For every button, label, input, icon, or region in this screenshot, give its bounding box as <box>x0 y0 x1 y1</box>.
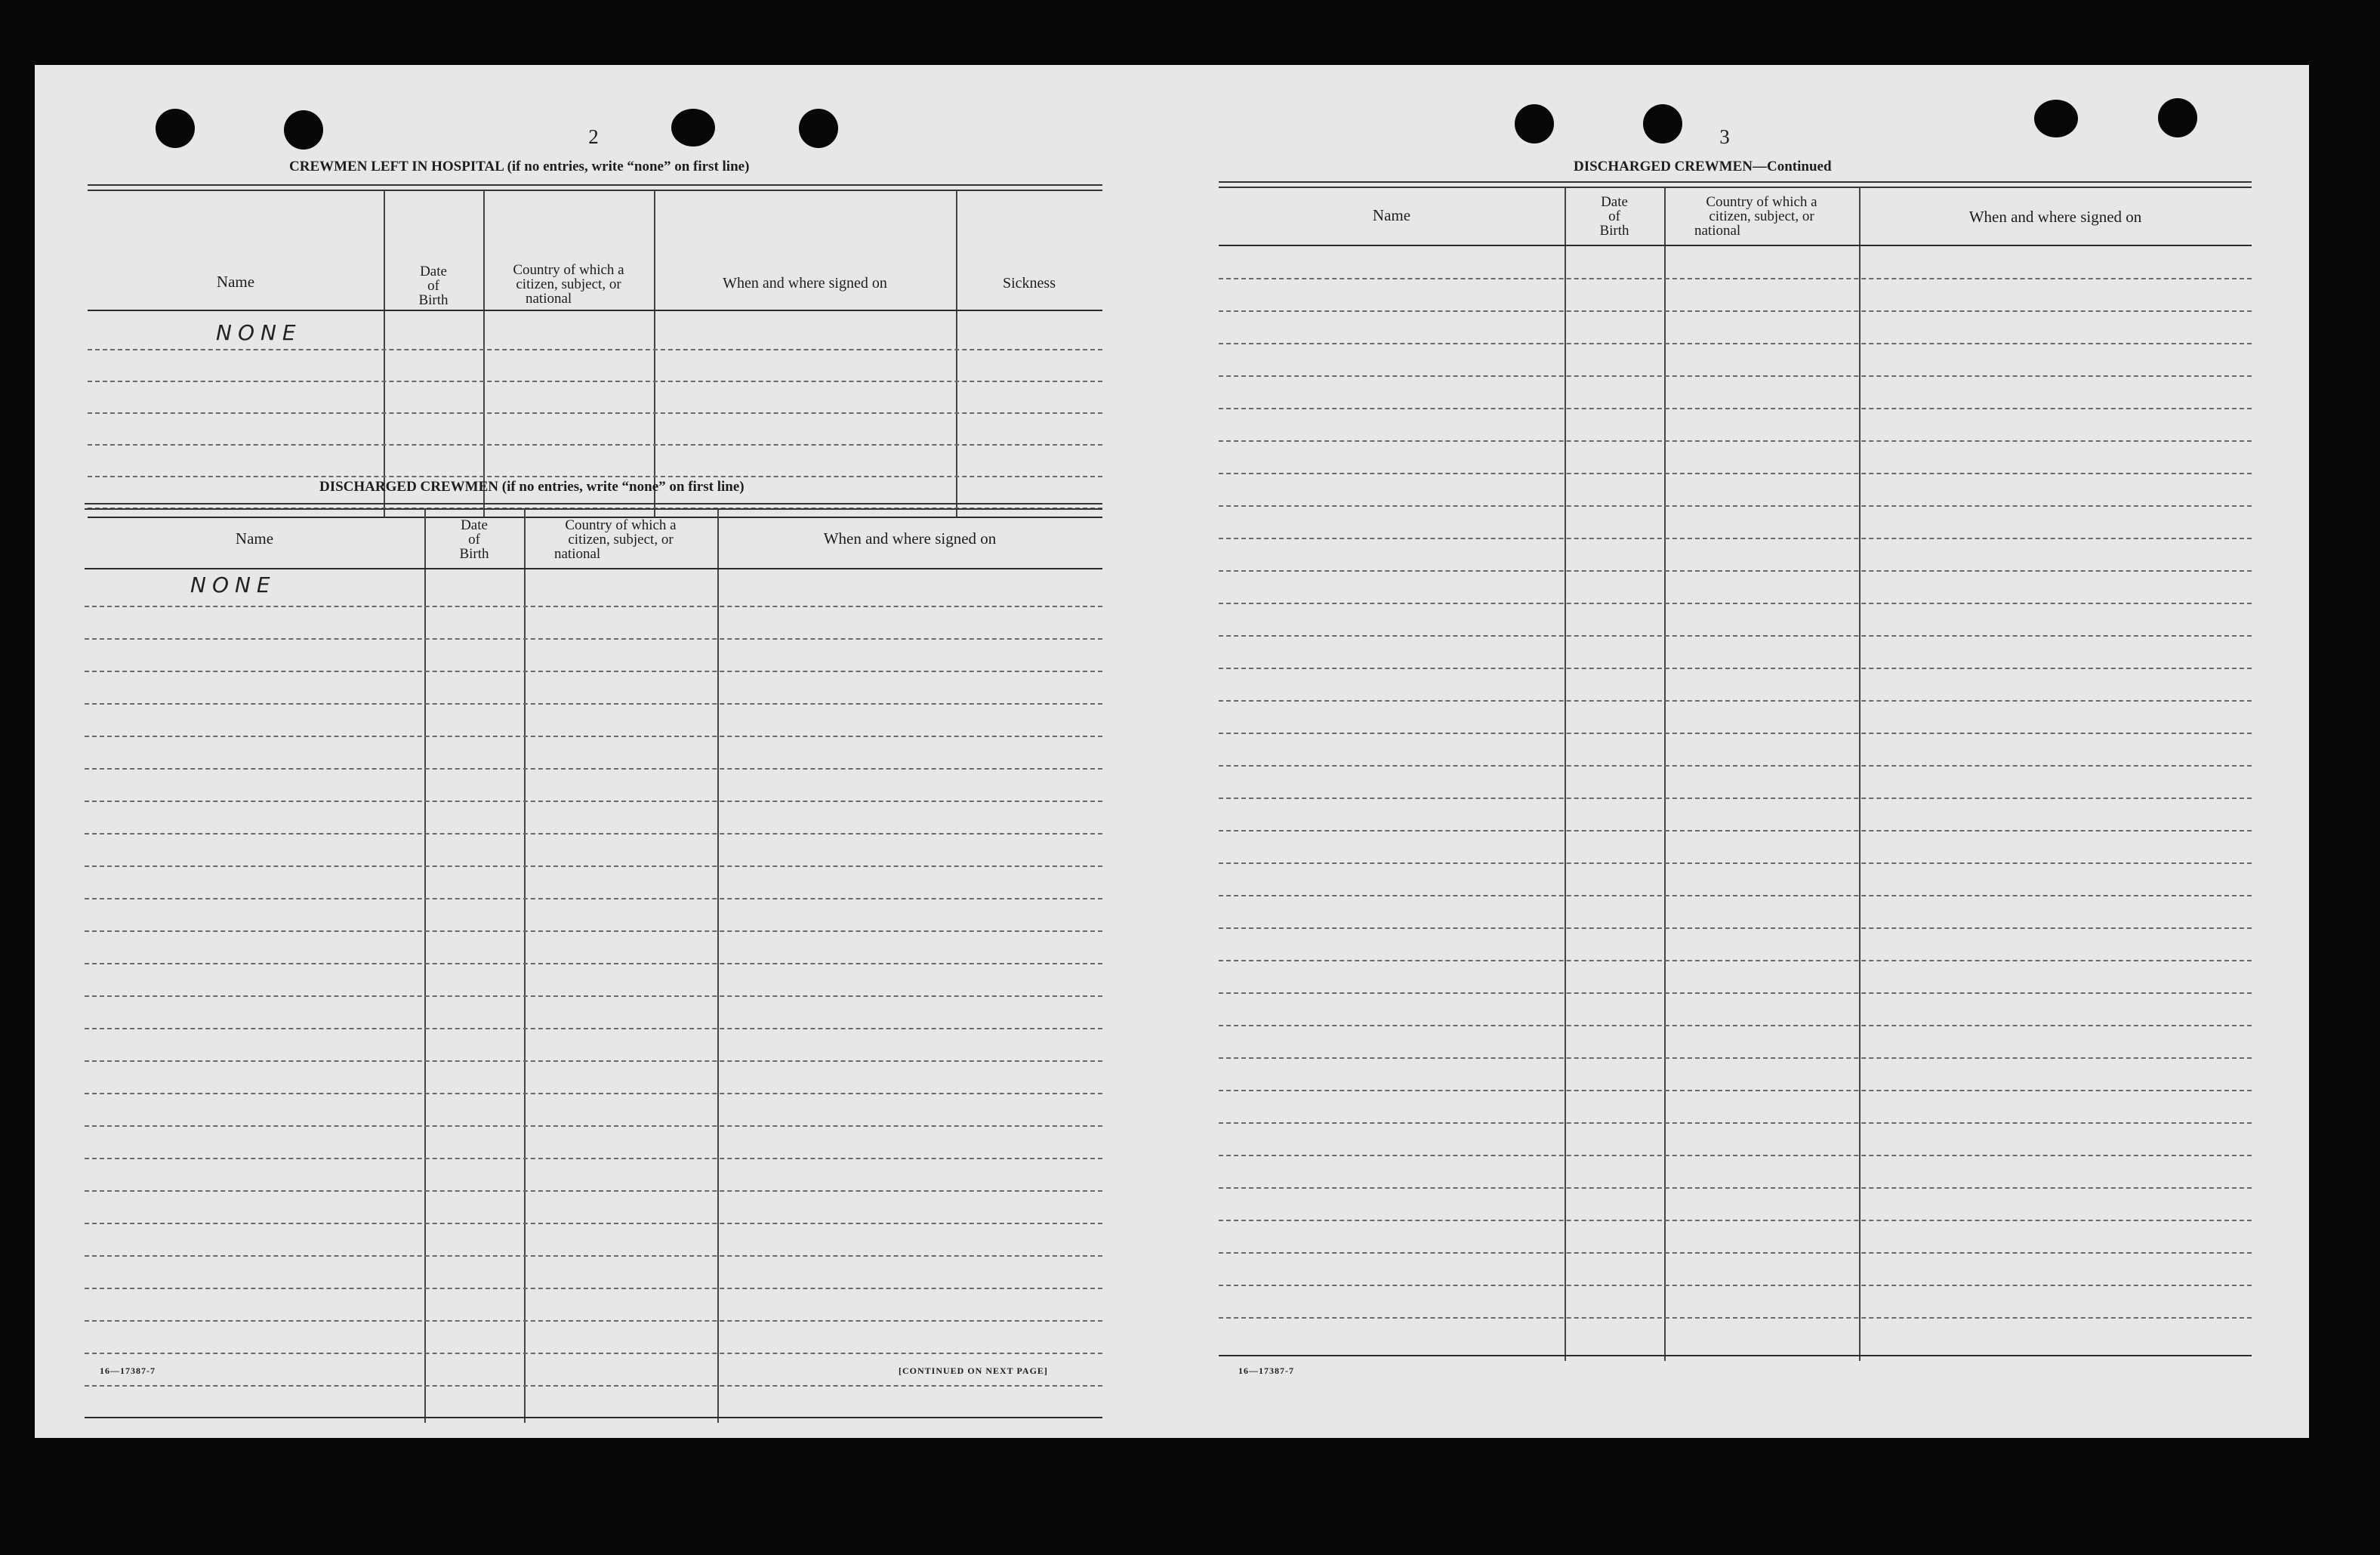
table-row <box>1219 1220 2252 1221</box>
table-row <box>1219 733 2252 734</box>
table-row <box>1219 1025 2252 1026</box>
table-row <box>1219 505 2252 507</box>
column-header-signed-on: When and where signed on <box>823 529 997 548</box>
section-heading: CREWMEN LEFT IN HOSPITAL <box>289 159 504 174</box>
table-row <box>85 1125 1102 1127</box>
form-number: 16—17387-7 <box>1238 1365 1294 1376</box>
hospital-table <box>88 184 1102 517</box>
column-header-country: Country of which a citizen, subject, or national <box>1694 194 1817 239</box>
table-row <box>88 381 1102 382</box>
punch-hole <box>2158 98 2197 137</box>
column-header-date-of-birth: Date of Birth <box>459 517 489 562</box>
table-row <box>85 963 1102 964</box>
table-row <box>85 1158 1102 1159</box>
table-row <box>1219 408 2252 409</box>
table-row <box>1219 927 2252 929</box>
table-row <box>1219 1090 2252 1091</box>
punch-hole <box>1643 104 1682 143</box>
table-row <box>85 1028 1102 1029</box>
table-row <box>1219 765 2252 767</box>
table-row <box>85 1385 1102 1387</box>
table-row <box>1219 798 2252 799</box>
table-row <box>85 768 1102 770</box>
table-row <box>85 1093 1102 1094</box>
discharged-continued-title: DISCHARGED CREWMEN—Continued <box>1574 159 1832 174</box>
table-row <box>88 349 1102 350</box>
column-header-name: Name <box>1372 206 1411 224</box>
column-header-country: Country of which a citizen, subject, or national <box>554 517 677 562</box>
discharged-table <box>85 503 1102 1423</box>
table-row <box>1219 278 2252 279</box>
table-row <box>1219 1285 2252 1286</box>
section-instruction: (if no entries, write “none” on first line) <box>501 479 745 495</box>
punch-hole <box>284 110 323 150</box>
table-row <box>1219 1155 2252 1156</box>
table-row <box>85 930 1102 932</box>
table-row <box>88 476 1102 477</box>
table-row <box>1219 1057 2252 1059</box>
table-row <box>85 1353 1102 1354</box>
table-row <box>85 638 1102 640</box>
hospital-section-title <box>289 159 749 175</box>
table-row <box>85 736 1102 737</box>
table-row <box>88 412 1102 414</box>
table-row <box>1219 1252 2252 1254</box>
column-header-name: Name <box>235 529 274 548</box>
punch-hole <box>2034 100 2078 137</box>
table-row <box>1219 440 2252 442</box>
discharged-section-title <box>319 479 745 495</box>
table-row <box>85 606 1102 607</box>
punch-hole <box>1515 104 1554 143</box>
table-row <box>1219 862 2252 864</box>
table-row <box>1219 570 2252 572</box>
table-row <box>85 1255 1102 1257</box>
table-row <box>1219 830 2252 831</box>
table-row <box>85 703 1102 705</box>
page-number: 3 <box>1719 125 1730 148</box>
column-header-signed-on: When and where signed on <box>723 275 887 292</box>
page-number: 2 <box>588 125 599 148</box>
column-header-date-of-birth: Date of Birth <box>418 264 449 308</box>
table-row <box>1219 700 2252 702</box>
table-row <box>1219 960 2252 961</box>
table-row <box>1219 1187 2252 1189</box>
punch-hole <box>799 109 838 148</box>
table-row <box>1219 1317 2252 1319</box>
table-row <box>85 801 1102 802</box>
table-row <box>85 865 1102 867</box>
form-number: 16—17387-7 <box>100 1365 156 1376</box>
table-row <box>1219 375 2252 377</box>
table-row <box>85 1288 1102 1289</box>
table-row <box>85 995 1102 997</box>
discharged-continued-table <box>1219 181 2252 1361</box>
form-sheet <box>35 65 2309 1438</box>
table-row <box>1219 1122 2252 1124</box>
continued-note: [CONTINUED ON NEXT PAGE] <box>899 1365 1048 1376</box>
table-row <box>1219 895 2252 896</box>
table-row <box>1219 603 2252 604</box>
table-row <box>85 833 1102 835</box>
punch-hole <box>156 109 195 148</box>
table-row <box>88 444 1102 446</box>
table-row <box>85 671 1102 672</box>
table-row <box>1219 668 2252 669</box>
column-header-signed-on: When and where signed on <box>1968 208 2142 226</box>
table-row <box>85 1190 1102 1192</box>
table-row <box>85 1223 1102 1224</box>
column-header-date-of-birth: Date of Birth <box>1599 194 1629 239</box>
table-row <box>1219 310 2252 312</box>
handwritten-entry: NONE <box>216 320 302 345</box>
section-instruction: (if no entries, write “none” on first line) <box>507 159 750 174</box>
table-row <box>85 1060 1102 1062</box>
table-row <box>1219 992 2252 994</box>
table-row <box>1219 343 2252 344</box>
table-row <box>1219 538 2252 539</box>
column-header-country: Country of which a citizen, subject, or national <box>513 262 624 307</box>
table-row <box>85 1320 1102 1322</box>
punch-hole <box>671 109 715 147</box>
column-header-sickness: Sickness <box>1003 275 1056 292</box>
table-row <box>85 898 1102 899</box>
table-row <box>1219 473 2252 474</box>
section-heading: DISCHARGED CREWMEN <box>319 479 498 495</box>
column-header-name: Name <box>216 273 255 291</box>
table-row <box>1219 635 2252 637</box>
handwritten-entry: NONE <box>190 572 276 597</box>
